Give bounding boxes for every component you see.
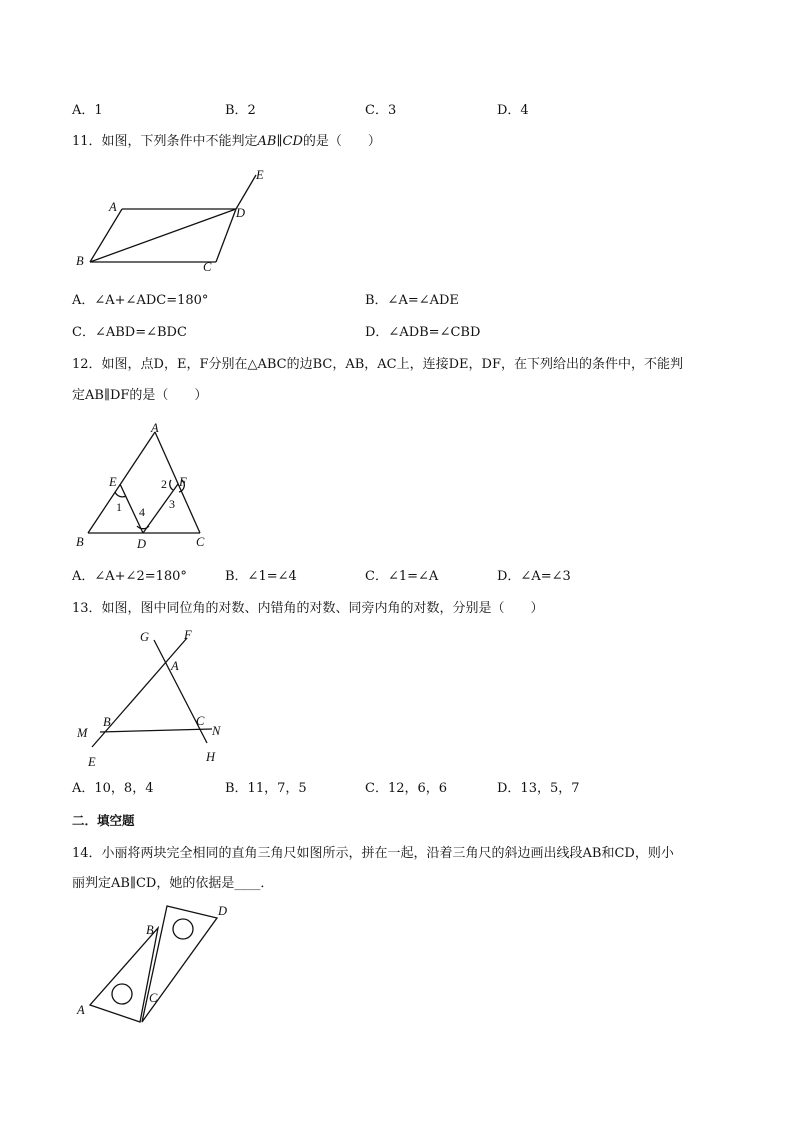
q13-figure — [70, 625, 250, 770]
q10-option-d: D．4 — [497, 103, 529, 118]
q14-label-b: B — [146, 923, 154, 937]
q11-figure — [70, 165, 280, 280]
q14-figure — [70, 900, 250, 1025]
q12-angle-1: 1 — [116, 500, 122, 514]
q11-label-e: E — [256, 168, 264, 182]
q12-angle-2: 2 — [161, 477, 167, 491]
q12-option-b: B．∠1=∠4 — [225, 569, 297, 584]
q12-label-e: E — [109, 475, 117, 489]
q10-option-b: B．2 — [225, 103, 256, 118]
q13-label-g: G — [140, 630, 150, 644]
q12-option-d: D．∠A=∠3 — [497, 569, 571, 584]
q12-label-d: D — [137, 537, 147, 551]
q11-option-d: D．∠ADB=∠CBD — [365, 325, 481, 340]
q12-stem-line2: 定AB∥DF的是（ ） — [72, 388, 208, 403]
q13-label-n: N — [212, 724, 221, 738]
q13-label-h: H — [206, 750, 216, 764]
q13-label-b: B — [103, 715, 111, 729]
q11-label-d: D — [236, 206, 246, 220]
q14-label-a: A — [77, 1003, 85, 1017]
q12-stem-line1: 12．如图，点D，E，F分别在△ABC的边BC，AB，AC上，连接DE，DF，在下列给出的条件中，不能判 — [72, 357, 683, 372]
q10-option-c: C．3 — [365, 103, 397, 118]
q11-option-c: C．∠ABD=∠BDC — [72, 325, 187, 340]
q10-option-a: A．1 — [72, 103, 103, 118]
q13-option-d: D．13，5，7 — [497, 781, 580, 796]
q12-option-c: C．∠1=∠A — [365, 569, 439, 584]
q12-label-b: B — [76, 535, 84, 549]
q12-label-c: C — [196, 535, 205, 549]
q11-stem-parallel: AB∥CD — [257, 134, 303, 149]
q13-option-c: C．12，6，6 — [365, 781, 448, 796]
q12-option-a: A．∠A+∠2=180° — [72, 569, 187, 584]
q12-label-a: A — [151, 421, 159, 435]
q12-angle-4: 4 — [139, 505, 145, 519]
q13-label-c: C — [196, 714, 205, 728]
q12-figure — [70, 418, 220, 553]
section-title-fill-in: 二．填空题 — [72, 813, 135, 828]
q14-label-d: D — [218, 904, 228, 918]
q11-label-a: A — [109, 200, 117, 214]
q12-label-f: F — [179, 475, 187, 489]
q13-label-f: F — [184, 628, 192, 642]
q13-label-a: A — [171, 659, 179, 673]
q11-label-c: C — [203, 260, 212, 274]
q11-stem — [72, 133, 381, 151]
q13-label-m: M — [77, 726, 88, 740]
q11-option-a: A．∠A+∠ADC=180° — [72, 293, 209, 308]
q14-stem-line2: 丽判定AB∥CD，她的依据是____． — [72, 876, 274, 891]
q12-angle-3: 3 — [169, 497, 175, 511]
q11-option-b: B．∠A=∠ADE — [365, 293, 459, 308]
q11-label-b: B — [76, 254, 84, 268]
q13-label-e: E — [88, 755, 96, 769]
q11-stem-text: 11．如图，下列条件中不能判定 — [72, 134, 258, 149]
q11-stem-end: 的是（ ） — [302, 134, 381, 149]
q13-option-a: A．10，8，4 — [72, 781, 154, 796]
q13-option-b: B．11，7，5 — [225, 781, 307, 796]
q13-stem: 13．如图，图中同位角的对数、内错角的对数、同旁内角的对数，分别是（ ） — [72, 601, 544, 616]
q14-stem-line1: 14．小丽将两块完全相同的直角三角尺如图所示，拼在一起，沿着三角尺的斜边画出线段AB和CD，则小 — [72, 846, 674, 861]
q14-label-c: C — [149, 991, 158, 1005]
